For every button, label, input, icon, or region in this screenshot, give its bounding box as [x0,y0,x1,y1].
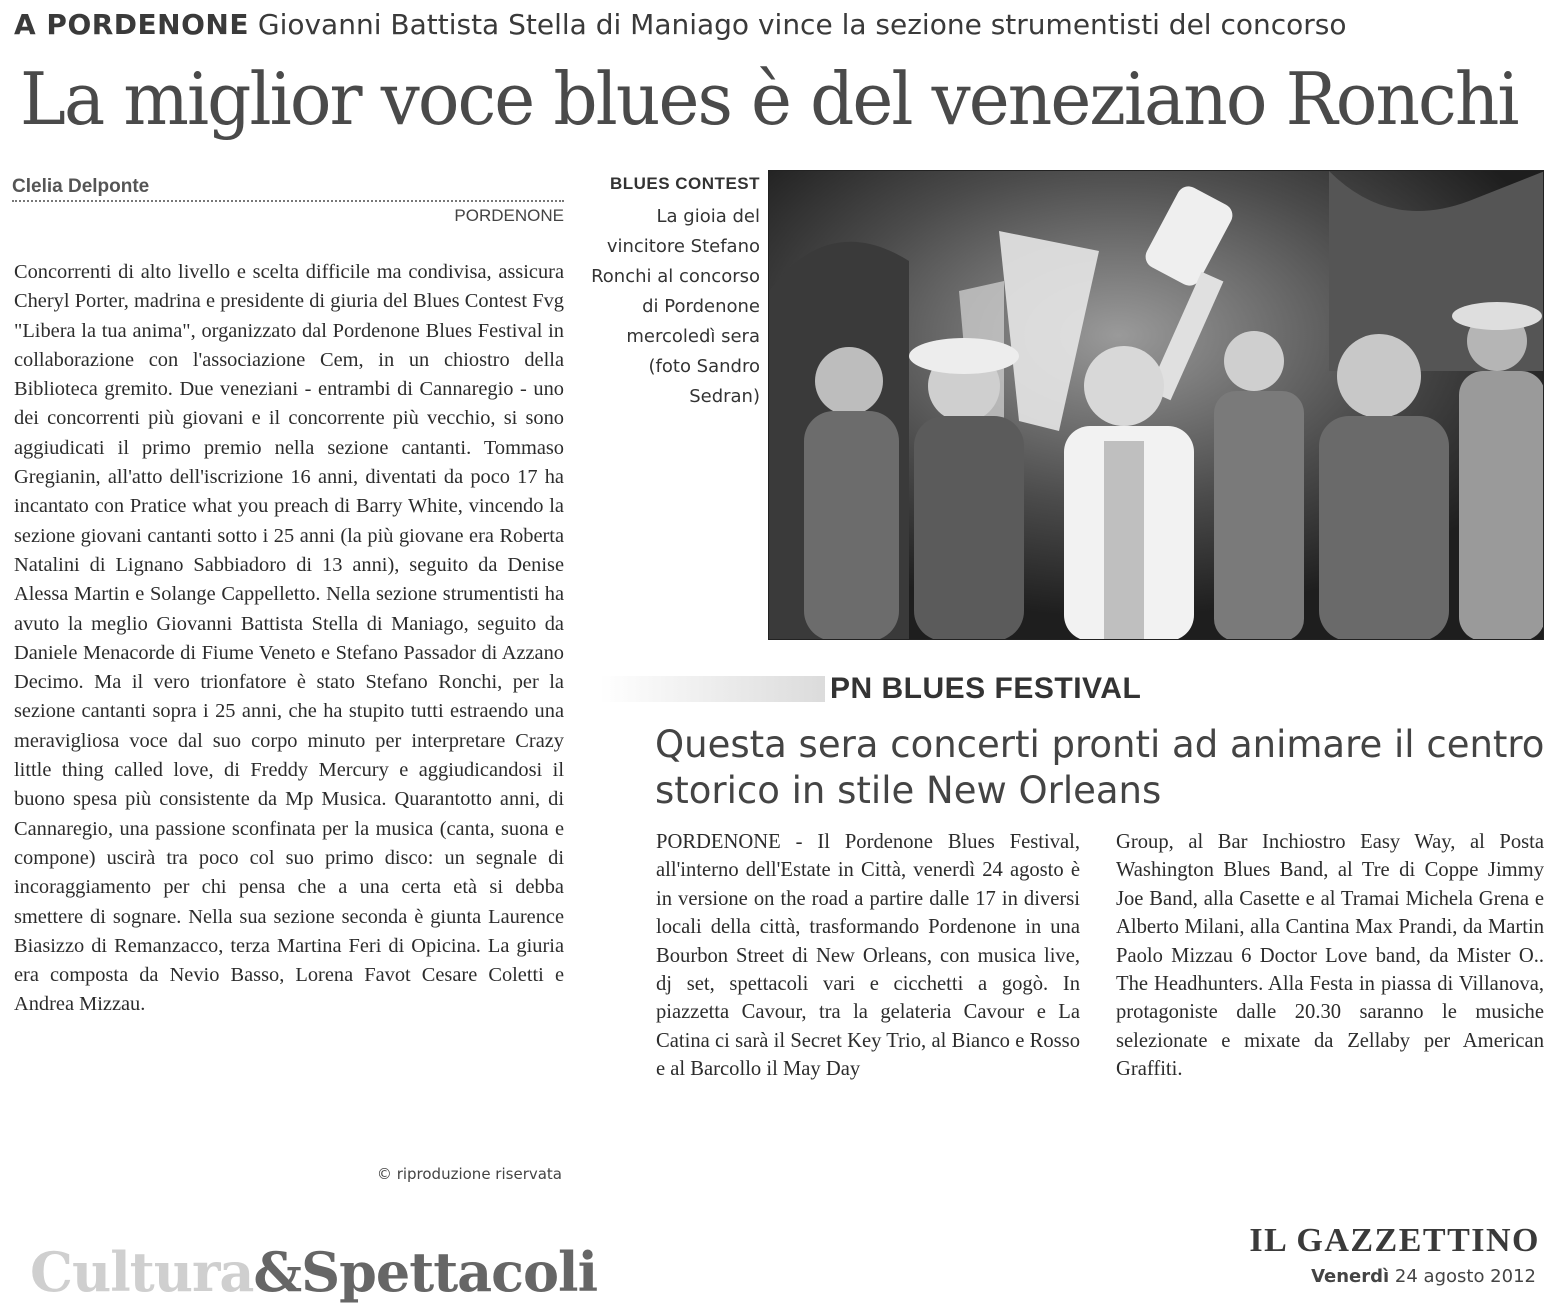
concert-photo-illustration [769,171,1544,640]
publication-date [1190,1266,1536,1287]
headline: La miglior voce blues è del veneziano Ronchi [20,57,1518,141]
kicker-text: Giovanni Battista Stella di Maniago vince la sezione strumentisti del concorso [257,8,1347,41]
sidebar-body-column-1: PORDENONE - Il Pordenone Blues Festival, all'interno dell'Estate in Città, venerdì 24 agosto è in versione on the road a partire dalle 17 in diversi locali della città, trasformando Pordenone in una Bourbon Street di New Orleans, con musica live, dj set, spettacoli vari e cicchetti a gogò. In piazzetta Cavour, tra la gelateria Cavour e La Catina ci sarà il Secret Key Trio, al Bianco e Rosso e al Barcollo il May Day [656,831,1080,1081]
date-rest: 24 agosto 2012 [1394,1266,1536,1287]
section-name-amp: & [253,1240,302,1304]
sidebar-body-column-2: Group, al Bar Inchiostro Easy Way, al Posta Washington Blues Band, al Tre di Coppe Jimmy Joe Band, alla Casette e al Tramai Michela Grena e Alberto Milani, alla Cantina Max Prandi, da Martin Paolo Mizzau 6 Doctor Love band, da Mister O.. The Headhunters. Alla Festa in piassa di Villanova, protagoniste dalle 20.30 saranno le musiche selezionate e mixate da Zellaby per American Graffiti. [1116,831,1544,1081]
newspaper-masthead: IL GAZZETTINO [1249,1222,1540,1259]
kicker-location: A PORDENONE [14,8,249,41]
sidebar-headline: Questa sera concerti pronti ad animare il centro storico in stile New Orleans [655,723,1545,812]
photo-caption-kicker: BLUES CONTEST [609,174,760,193]
article-body: Concorrenti di alto livello e scelta difficile ma condivisa, assicura Cheryl Porter, madrina e presidente di giuria del Blues Contest Fvg "Libera la tua anima", organizzato dal Pordenone Blues Festival in collaborazione con l'associazione Cem, in un chiostro della Biblioteca gremito. Due veneziani - entrambi di Cannaregio - uno dei concorrenti più giovani e il concorrente più vecchio, si sono aggiudicati il primo premio nella sezione cantanti. Tommaso Gregianin, all'atto dell'iscrizione 16 anni, diventati da poco 17 ha incantato con Pratice what you preach di Barry White, vincendo la sezione giovani cantanti sotto i 25 anni (la più giovane era Roberta Natalini di Lignano Sabbiadoro di 13 anni), seguito da Denise Alessa Martin e Solange Cappelletto. Nella sezione strumentisti ha avuto la meglio Giovanni Battista Stella di Maniago, seguito da Daniele Menacorde di Fiume Veneto e Stefano Passador di Azzano Decimo. Ma il vero trionfatore è stato Stefano Ronchi, per la sezione cantanti sopra i 25 anni, che ha stupito tutti estraendo una meravigliosa voce dal suo corpo minuto per interpretare Crazy little thing called love, di Freddy Mercury e aggiudicandosi il buono spesa più consistente da Mp Musica. Quarantotto anni, di Cannaregio, una passione sconfinata per la musica (canta, suona e compone) uscirà tra poco col suo primo disco: un segnale di incoraggiamento per chi pensa che a una certa età si debba smettere di sognare. Nella sua sezione seconda è giunta Laurence Biasizzo di Remanzacco, terza Martina Feri di Opicina. La giuria era composta da Nevio Basso, Lorena Favot Cesare Coletti e Andrea Mizzau. [14,261,564,1016]
section-name-part1: Cultura [30,1240,254,1304]
concert-photo [768,170,1544,640]
date-day: Venerdì [1311,1266,1390,1287]
kicker [14,8,1554,48]
sidebar-kicker: PN BLUES FESTIVAL [830,672,1142,705]
kicker-rule [600,676,825,702]
section-name-part2: Spettacoli [301,1240,598,1304]
dateline: PORDENONE [454,206,564,225]
section-name [30,1240,670,1304]
author-byline: Clelia Delponte [12,176,564,202]
copyright-notice: © riproduzione riservata [376,1165,562,1183]
photo-caption: La gioia del vincitore Stefano Ronchi al concorso di Pordenone mercoledì sera (foto Sandro Sedran) [591,206,760,407]
